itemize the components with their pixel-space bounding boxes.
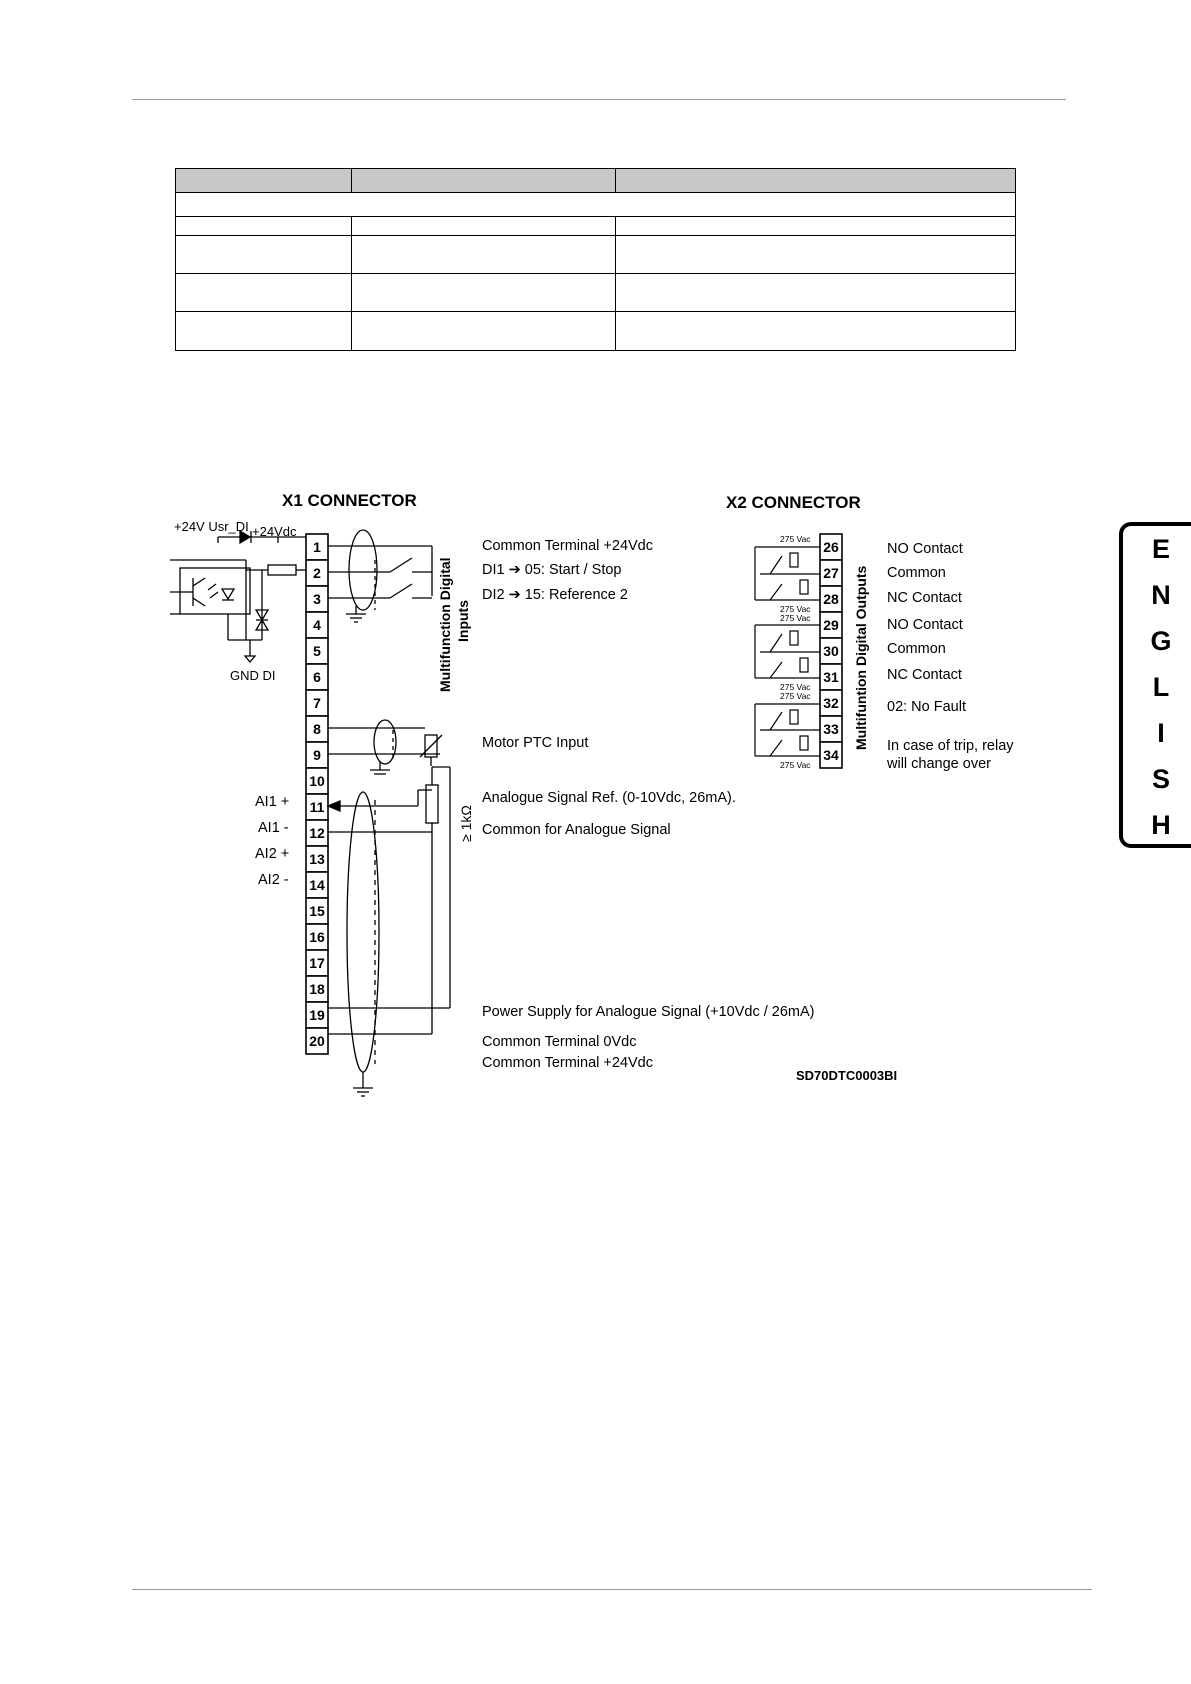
digital-input-wiring [328,530,432,622]
relay-rating: 275 Vac [780,534,811,544]
language-tab [1119,522,1191,848]
language-letter: S [1151,764,1170,794]
x2-terminal: 28 [823,591,839,607]
x1-terminal: 3 [313,591,321,607]
potentiometer-label: ≥ 1kΩ [458,805,474,842]
x1-terminal: 9 [313,747,321,763]
relay-rating: 275 Vac [780,760,811,770]
relay-rating: 275 Vac [780,682,811,692]
language-letter: N [1151,580,1171,610]
x1-desc-11: Common for Analogue Signal [482,822,671,838]
x1-terminal: 4 [313,617,321,633]
x1-title: X1 CONNECTOR [282,491,417,510]
x2-terminal-strip [820,534,842,768]
x1-terminal: 8 [313,721,321,737]
x1-desc-2: DI1 ➔ 05: Start / Stop [482,562,622,578]
x2-terminal: 32 [823,695,839,711]
x2-terminal: 27 [823,565,839,581]
x1-desc-10: Analogue Signal Ref. (0-10Vdc, 26mA). [482,790,736,806]
x2-terminal: 29 [823,617,839,633]
ai1-plus-label: AI1 + [255,794,290,810]
x1-terminal: 1 [313,539,321,555]
usr-di-label: +24V Usr_DI [174,519,249,534]
x2-terminal: 34 [823,747,839,763]
x1-terminal: 11 [309,799,325,815]
x2-desc-26: NO Contact [887,541,963,557]
x1-terminal: 10 [309,773,325,789]
x1-terminal-strip [306,534,328,1054]
ptc-wiring [328,720,442,774]
x1-desc-20: Common Terminal +24Vdc [482,1055,653,1071]
x1-terminal: 18 [309,981,325,997]
relay-circuits [755,547,820,756]
x2-terminal: 31 [823,669,839,685]
x1-terminal: 13 [309,851,325,867]
ai2-plus-label: AI2 + [255,846,290,862]
language-letter: I [1157,718,1165,748]
diagram-code: SD70DTC0003BI [796,1068,898,1083]
language-letter: L [1152,672,1170,702]
x1-terminal: 16 [309,929,325,945]
x1-terminal: 20 [309,1033,325,1049]
x2-title: X2 CONNECTOR [726,493,861,512]
language-letter: H [1151,810,1171,840]
input-circuit [170,531,306,662]
x2-note-2: will change over [887,756,991,772]
relay-rating: 275 Vac [780,691,811,701]
ai2-minus-label: AI2 - [258,872,289,888]
relay-rating: 275 Vac [780,613,811,623]
x2-terminal: 26 [823,539,839,555]
digital-inputs-label-2: Inputs [455,600,471,642]
footer-rule [132,1589,1092,1590]
x1-terminal: 12 [309,825,325,841]
gnd-di-label: GND DI [230,668,276,683]
language-letter: E [1151,534,1170,564]
x1-desc-19: Common Terminal 0Vdc [482,1034,637,1050]
x2-terminal: 33 [823,721,839,737]
x1-desc-9: Motor PTC Input [482,735,589,751]
x1-desc-18: Power Supply for Analogue Signal (+10Vdc / 26mA) [482,1004,815,1020]
x2-desc-28: NC Contact [887,590,962,606]
x2-terminal: 30 [823,643,839,659]
x1-terminal: 15 [309,903,325,919]
x1-terminal: 6 [313,669,321,685]
ai1-minus-label: AI1 - [258,820,289,836]
x1-terminal: 5 [313,643,321,659]
x1-terminal: 7 [313,695,321,711]
x2-desc-31: NC Contact [887,667,962,683]
digital-inputs-label-1: Multifunction Digital [437,557,453,692]
x1-terminal: 2 [313,565,321,581]
relay-rating: 275 Vac [780,604,811,614]
x2-desc-27: Common [887,565,946,581]
x1-terminal: 14 [309,877,325,893]
x2-note-1: In case of trip, relay [887,738,1014,754]
x1-terminal: 17 [309,955,325,971]
x1-terminal: 19 [309,1007,325,1023]
x1-desc-1: Common Terminal +24Vdc [482,538,653,554]
vdc-label: +24Vdc [252,524,297,539]
x2-desc-30: Common [887,641,946,657]
x2-desc-29: NO Contact [887,617,963,633]
digital-outputs-label: Multifuntion Digital Outputs [853,565,869,750]
language-letter: G [1150,626,1172,656]
analogue-wiring [328,767,450,1096]
x1-desc-3: DI2 ➔ 15: Reference 2 [482,587,628,603]
x2-desc-32: 02: No Fault [887,699,966,715]
